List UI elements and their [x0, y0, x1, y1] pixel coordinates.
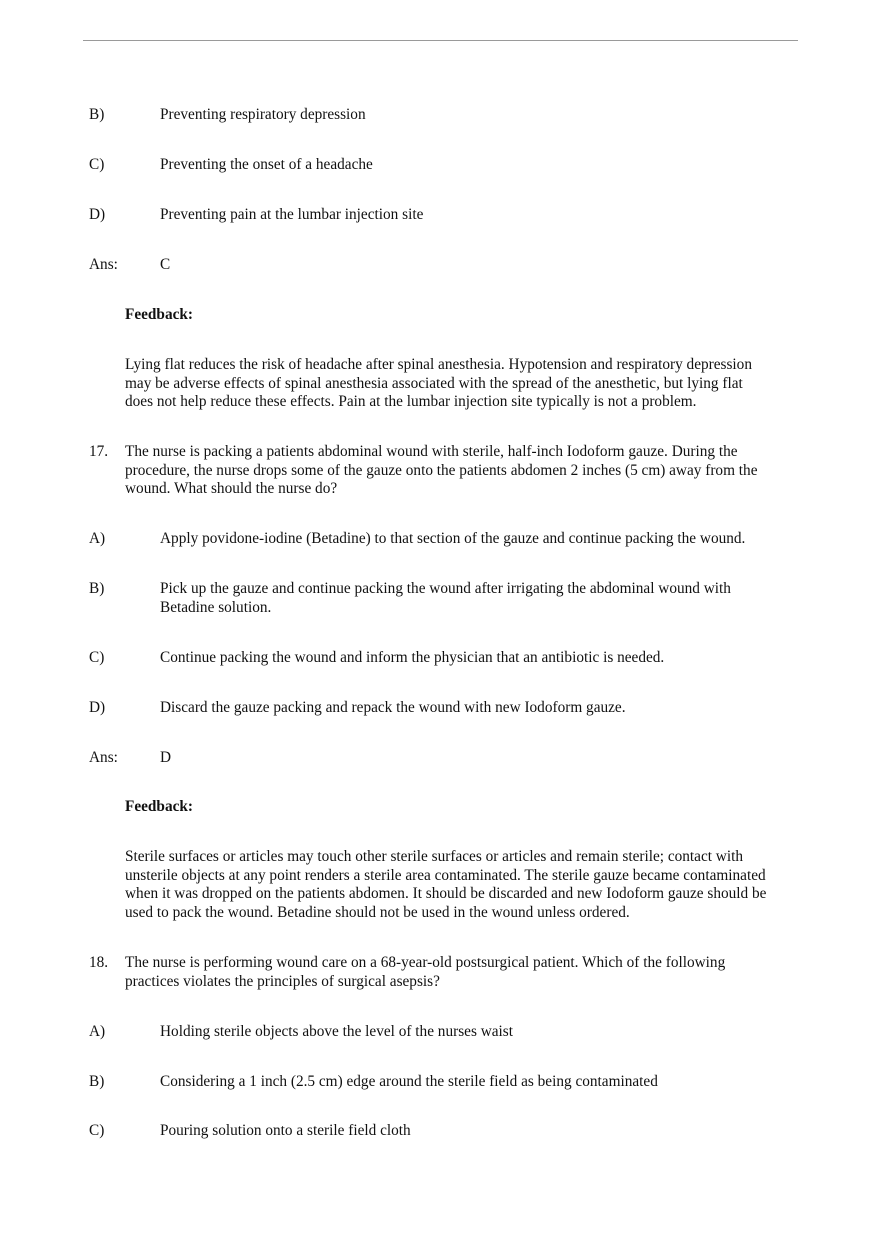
option-text — [160, 699, 796, 718]
option-letter: D) — [89, 699, 106, 716]
header-rule — [83, 40, 798, 41]
option-text: Pouring solution onto a sterile field cloth — [160, 1122, 411, 1139]
feedback-heading: Feedback: — [125, 798, 193, 815]
stem-line: The nurse is performing wound care on a 68-year-old postsurgical patient. Which of the following — [125, 954, 726, 971]
feedback-text — [125, 356, 797, 412]
option-text: Holding sterile objects above the level of the nurses waist — [160, 1023, 514, 1040]
option-text — [160, 580, 796, 617]
option-letter: B) — [89, 580, 105, 597]
option-line: Pick up the gauze and continue packing the wound after irrigating the abdominal wound with — [160, 580, 731, 597]
feedback-text — [125, 848, 797, 922]
option-line: Apply povidone-iodine (Betadine) to that section of the gauze and continue packing the wound. — [160, 530, 746, 547]
option-letter: C) — [89, 1122, 105, 1139]
feedback-line: used to pack the wound. Betadine should not be used in the wound unless ordered. — [125, 903, 630, 921]
option-line: Betadine solution. — [160, 598, 272, 616]
feedback-line: when it was dropped on the patients abdomen. It should be discarded and new Iodoform gauze should be — [125, 885, 767, 902]
option-line: Discard the gauze packing and repack the wound with new Iodoform gauze. — [160, 699, 626, 716]
option-text: Preventing pain at the lumbar injection site — [160, 206, 424, 223]
stem-line: wound. What should the nurse do? — [125, 480, 338, 497]
option-text — [160, 649, 796, 668]
feedback-line: Lying flat reduces the risk of headache after spinal anesthesia. Hypotension and respiratory depression — [125, 356, 752, 373]
option-text — [160, 530, 796, 549]
answer-label: Ans: — [89, 256, 118, 273]
option-letter: B) — [89, 106, 105, 123]
answer-value: D — [160, 749, 172, 766]
option-letter: C) — [89, 649, 105, 666]
answer-label: Ans: — [89, 749, 118, 766]
stem-line: practices violates the principles of surgical asepsis? — [125, 972, 440, 990]
feedback-line: may be adverse effects of spinal anesthesia associated with the spread of the anesthetic, but lying flat — [125, 374, 743, 392]
answer-value: C — [160, 256, 171, 273]
option-line: Continue packing the wound and inform the physician that an antibiotic is needed. — [160, 649, 665, 666]
feedback-line: Sterile surfaces or articles may touch other sterile surfaces or articles and remain sterile; contact with — [125, 848, 744, 865]
option-letter: A) — [89, 1023, 106, 1040]
option-letter: C) — [89, 156, 105, 173]
option-text: Preventing the onset of a headache — [160, 156, 373, 173]
question-stem — [125, 954, 797, 991]
feedback-line: does not help reduce these effects. Pain at the lumbar injection site typically is not a problem. — [125, 393, 697, 410]
question-stem — [125, 443, 797, 499]
feedback-line: unsterile objects at any point renders a sterile area contaminated. The sterile gauze became contaminated — [125, 866, 766, 884]
option-text: Preventing respiratory depression — [160, 106, 366, 123]
option-letter: A) — [89, 530, 106, 547]
question-number: 17. — [89, 443, 109, 460]
question-number: 18. — [89, 954, 109, 971]
option-text: Considering a 1 inch (2.5 cm) edge around the sterile field as being contaminated — [160, 1073, 658, 1090]
stem-line: procedure, the nurse drops some of the gauze onto the patients abdomen 2 inches (5 cm) away from the — [125, 461, 758, 479]
option-letter: B) — [89, 1073, 105, 1090]
option-letter: D) — [89, 206, 106, 223]
stem-line: The nurse is packing a patients abdominal wound with sterile, half-inch Iodoform gauze. During the — [125, 443, 738, 460]
feedback-heading: Feedback: — [125, 306, 193, 323]
